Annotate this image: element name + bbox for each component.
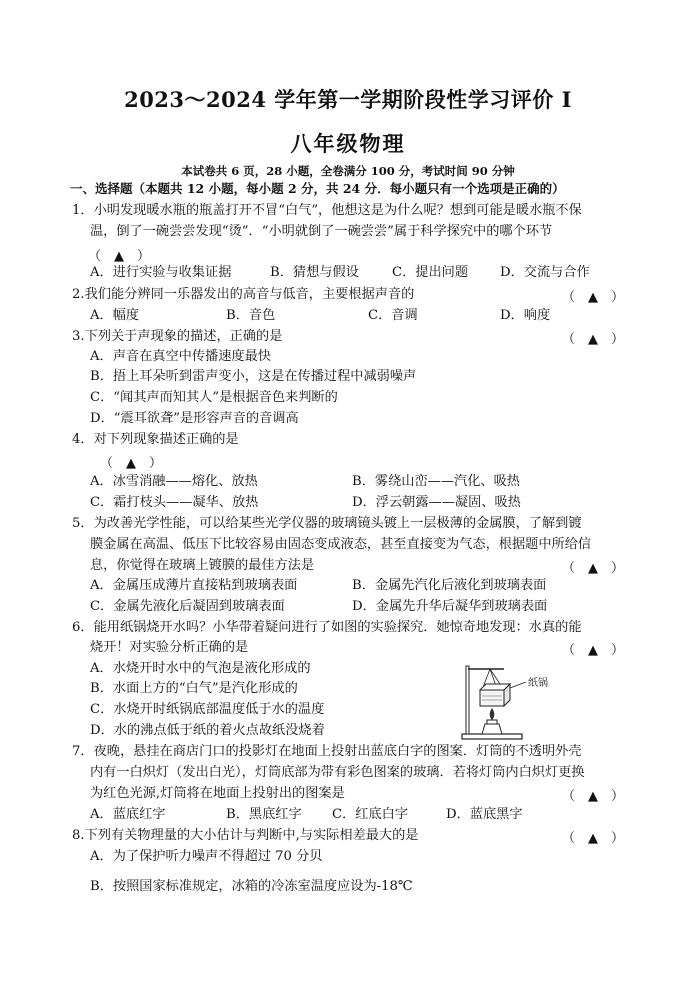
q7-option-c: C．红底白字 [332,807,409,822]
q7-answer-blank: （ ▲ ） [562,789,624,804]
q1-stem-line1: 1．小明发现暖水瓶的瓶盖打开不冒“白气”，他想这是为什么呢？想到可能是暖水瓶不保 [72,203,582,218]
q5-option-c: C．金属先液化后凝固到玻璃表面 [90,599,285,614]
q8-option-a: A．为了保护听力噪声不得超过 70 分贝 [90,849,323,864]
q1-option-b: B．猜想与假设 [270,265,359,280]
q7-stem-line1: 7．夜晚，悬挂在商店门口的投影灯在地面上投射出蓝底白字的图案．灯筒的不透明外壳 [72,744,582,759]
q6-option-b: B．水面上方的“白气”是汽化形成的 [90,681,298,696]
q4-answer-blank: （ ▲ ） [100,456,162,471]
exam-title: 2023～2024 学年第一学期阶段性学习评价 I [124,87,572,112]
q7-option-b: B．黑底红字 [226,807,302,822]
exam-info: 本试卷共 6 页，28 小题，全卷满分 100 分，考试时间 90 分钟 [181,164,515,178]
section-heading: 一、选择题（本题共 12 小题，每小题 2 分，共 24 分．每小题只有一个选项是正确的） [70,181,565,196]
q4-option-c: C．霜打枝头——凝华、放热 [90,495,259,510]
q5-option-b: B．金属先汽化后液化到玻璃表面 [352,578,547,593]
q7-option-d: D．蓝底黑字 [446,807,523,822]
q1-option-a: A．进行实验与收集证据 [90,265,232,280]
q6-stem-line2: 烧开！对实验分析正确的是 [90,640,249,655]
q5-stem-line2: 膜金属在高温、低压下比较容易由固态变成液态，甚至直接变为气态，根据题中所给信 [90,537,592,552]
q3-stem: 3.下列关于声现象的描述，正确的是 [72,329,283,344]
q2-option-d: D．响度 [500,308,551,323]
q4-option-a: A．冰雪消融——熔化、放热 [90,474,258,489]
q6-answer-blank: （ ▲ ） [562,643,624,658]
paper-pot-figure [460,662,572,742]
q1-option-c: C．提出问题 [392,265,469,280]
q2-option-c: C．音调 [368,308,418,323]
q3-option-d: D．“震耳欲聋”是形容声音的音调高 [90,411,299,426]
q1-stem-line2: 温，倒了一碗尝尝发现“烫”．“小明就倒了一碗尝尝”属于科学探究中的哪个环节 [90,224,553,239]
q7-option-a: A．蓝底红字 [90,807,166,822]
q8-stem: 8.下列有关物理量的大小估计与判断中,与实际相差最大的是 [72,828,419,843]
q3-answer-blank: （ ▲ ） [562,332,624,347]
q5-option-a: A．金属压成薄片直接粘到玻璃表面 [90,578,298,593]
q3-option-c: C．“闻其声而知其人”是根据音色来判断的 [90,390,338,405]
q8-answer-blank: （ ▲ ） [562,831,624,846]
q1-answer-blank: （ ▲ ） [88,249,150,264]
q3-option-b: B．捂上耳朵听到雷声变小，这是在传播过程中减弱噪声 [90,369,417,384]
q4-stem: 4．对下列现象描述正确的是 [72,432,239,447]
q6-option-d: D．水的沸点低于纸的着火点故纸没烧着 [90,723,325,738]
q2-option-b: B．音色 [226,308,276,323]
subject-title: 八年级物理 [290,131,406,156]
q5-option-d: D．金属先升华后凝华到玻璃表面 [352,599,548,614]
q7-stem-line2: 内有一白炽灯（发出白光），灯筒底部为带有彩色图案的玻璃．若将灯筒内白炽灯更换 [90,765,585,780]
q5-stem-line1: 5．为改善光学性能，可以给某些光学仪器的玻璃镜头镀上一层极薄的金属膜，了解到镀 [72,516,582,531]
q2-answer-blank: （ ▲ ） [562,290,624,305]
q3-option-a: A．声音在真空中传播速度最快 [90,349,271,364]
q6-option-a: A．水烧开时水中的气泡是液化形成的 [90,661,311,676]
q1-option-d: D．交流与合作 [500,265,590,280]
q2-stem: 2.我们能分辨同一乐器发出的高音与低音，主要根据声音的 [72,287,415,302]
q6-option-c: C．水烧开时纸锅底部温度低于水的温度 [90,702,325,717]
q5-stem-line3: 息，你觉得在玻璃上镀膜的最佳方法是 [90,558,315,573]
q4-option-d: D．浮云朝露——凝固、吸热 [352,495,521,510]
q2-option-a: A．幅度 [90,308,140,323]
paper-pot-apparatus-illustration [460,662,572,742]
q6-stem-line1: 6．能用纸锅烧开水吗？小华带着疑问进行了如图的实验探究．她惊奇地发现：水真的能 [72,620,582,635]
q4-option-b: B．雾绕山峦——汽化、吸热 [352,474,520,489]
q5-answer-blank: （ ▲ ） [562,561,624,576]
q8-option-b: B．按照国家标准规定，冰箱的冷冻室温度应设为-18℃ [90,879,413,894]
q7-stem-line3: 为红色光源,灯筒将在地面上投射出的图案是 [90,786,345,801]
figure-label: 纸锅 [528,678,548,689]
